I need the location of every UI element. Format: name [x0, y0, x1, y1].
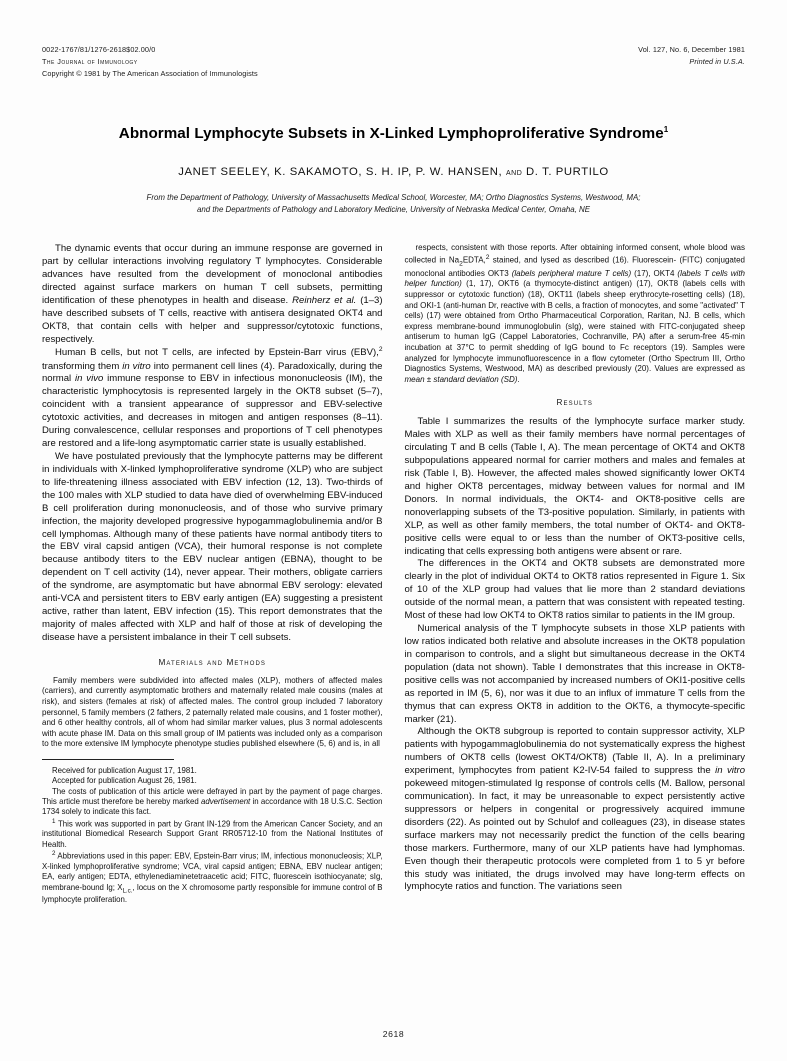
authors-conjunction: and	[506, 166, 523, 177]
methods-p2-sup: 2	[485, 253, 490, 261]
accepted-date: Accepted for publication August 26, 1981.	[52, 776, 197, 786]
results-paragraph-1: Table I summarizes the results of the lymphocyte surface marker study. Males with XLP as well as their family members have normal percentages of circulating T and B cells (Table I, A). The mean percentage of OKT4 and OKT8 subpopulations appeared normal for carrier mothers and males and females at risk (Table I, B). However, the affected males showed significantly lower OKT4 and higher OKT8 percentages, midway between values for normal and IM Donors. In normal individuals, the OKT4- and OKT8-positive cells are nonoverlapping subsets of the T3-positive population. Similarly, in patients with XLP, as well as other family members, the total number of OKT4- and OKT8-positive cells were equal to or less than the number of OKT3-positive cells, indicating that cells expressing both antigens were absent or rare.	[404, 416, 745, 557]
left-column	[42, 243, 383, 906]
body-columns	[42, 243, 745, 906]
article-title: Abnormal Lymphocyte Subsets in X-Linked Lymphoproliferative Syndrome	[118, 125, 664, 143]
methods-p2-f: .	[517, 374, 520, 384]
results-paragraph-3: Numerical analysis of the T lymphocyte subsets in those XLP patients with low ratios indicated both relative and absolute increases in the OKT8 population in comparison to controls, and a slight but simultaneous decrease in the OKT4 population (data not shown). Table I demonstrates that this increase in OKT8-positive cells was not accompanied by increased numbers of OKI1-positive cells as reported in IM (5, 6), nor was it due to an influx of immature T cells from the thymus that can express OKT8 in addition to the OKT6, a thymocyte-specific marker (21).	[404, 623, 745, 725]
journal-name: The Journal of Immunology	[42, 56, 138, 66]
costs-b: in accordance with 18 U.S.C. Section 1734 solely to indicate this fact.	[42, 796, 383, 817]
results-p4-a: Although the OKT8 subgroup is reported to contain suppressor activity, XLP patients with hypogammaglobulinemia do not systematically express the highest numbers of OKT8 cells (lowest OKT4/OKT8) (Table II, A). In a preliminary experiment, lymphocytes from patient K2-IV-54 failed to suppress the	[404, 726, 745, 777]
affiliation-line-1: From the Department of Pathology, University of Massachusetts Medical School, Worcester, MA; Ortho Diagnostics Systems, Westwood, MA;	[146, 192, 641, 202]
affiliation-line-2: and the Departments of Pathology and Laboratory Medicine, University of Nebraska Medical Center, Omaha, NE	[197, 205, 590, 215]
methods-p2-italic2: (labels T cells with helper function)	[404, 268, 745, 289]
copyright-line: Copyright © 1981 by The American Association of Immunologists	[42, 68, 258, 78]
intro-p2-c: into permanent cell lines (4). Paradoxically, during the normal	[42, 360, 383, 385]
methods-p2-italic1: (labels peripheral mature T cells)	[511, 268, 632, 278]
footnote-2	[42, 850, 383, 906]
results-p4-b: pokeweed mitogen-stimulated Ig response of controls cells (M. Ballow, personal communication). In fact, it may be unreasonable to expect persistently active suppressors or helpers in congenital or progressively acquired immune disorders (22). As pointed out by Schulof and colleagues (23), in disease states surface markers may not necessarily predict the function of the cells bearing those markers. Furthermore, many of our XLP patients have had lymphomas. Even though their therapeutic protocols were completed from 1 to 5 yr before this study was initiated, the drugs involved may have long-term effects on lymphocyte ratios and function. The variations seen	[404, 778, 745, 893]
intro-p2-d: immune response to EBV in infectious mononucleosis (IM), the characteristic lymphocytosis is represented largely in the OKT8 subset (5–7), coincident with a transient appearance of suppressor and EBV-selective cytotoxic activities, and decreases in mitogen and antigen responses (8–11). During convalescence, cellular responses and proportions of T cell phenotypes are restored and a life-long asymptomatic carrier state is usually established.	[42, 373, 383, 450]
footnote-2-a: Abbreviations used in this paper: EBV, Epstein-Barr virus; IM, infectious mononucleosis; XLP, X-linked lymphoproliferative syndrome; VCA, viral capsid antigen; EBNA, EBV nuclear antigen; EA, early antigen; EDTA, ethylenediaminetetraacetic acid; FITC, fluorescein isothiocyanate; sIg, membrane-bound Ig; X	[42, 851, 383, 892]
intro-p2-italic1: in vitro	[122, 360, 151, 372]
intro-paragraph-2	[42, 346, 383, 451]
results-p4-italic: in vitro	[715, 765, 745, 777]
section-heading-results: Results	[556, 398, 593, 408]
intro-p2-italic2: in vivo	[75, 373, 104, 385]
section-heading-materials-methods: Materials and Methods	[158, 657, 267, 667]
footnote-1-text: This work was supported in part by Grant IN-129 from the American Cancer Society, and an institutional Biomedical Research Support Grant RR05712-10 from the National Institutes of Health.	[42, 819, 383, 849]
volume-issue: Vol. 127, No. 6, December 1981	[638, 45, 745, 54]
title-footnote-marker: 1	[663, 125, 669, 135]
methods-p2-b: EDTA,	[462, 255, 486, 265]
publication-costs-note	[42, 787, 383, 818]
methods-p2-a: respects, consistent with those reports. After obtaining informed consent, whole blood was collected in Na	[404, 243, 745, 265]
intro-p1-italic: Reinherz et al.	[292, 294, 357, 306]
intro-p1-a: The dynamic events that occur during an immune response are governed in part by cellular interactions involving regulatory T lymphocytes. Considerable advances have resulted from the development of monoclonal antibodies directed against surface markers on human T cell subsets, permitting identification of these phenotypes in health and disease.	[42, 243, 383, 306]
page-number: 2618	[382, 1029, 405, 1039]
printed-in: Printed in U.S.A.	[689, 56, 745, 66]
costs-italic: advertisement	[200, 796, 251, 806]
page-title	[42, 125, 745, 142]
masthead-left	[42, 44, 258, 79]
intro-p2-b: transforming them	[42, 360, 123, 372]
intro-p1-b: (1–3) have described subsets of T cells, reactive with antisera designated OKT4 and OKT8, that contain cells with helper and suppressor/cytotoxic functions, respectively.	[42, 294, 383, 345]
methods-p2-d: (17), OKT4	[631, 268, 678, 278]
results-paragraph-4	[405, 726, 746, 894]
right-column	[405, 243, 746, 906]
authors-last: D. T. PURTILO	[522, 165, 609, 178]
intro-p2-sup: 2	[378, 346, 383, 354]
methods-p2-c: stained, and lysed as described (16). Fluorescein- (FITC) conjugated monoclonal antibodies OKT3	[404, 255, 745, 278]
received-date: Received for publication August 17, 1981.	[52, 766, 197, 775]
author-list	[42, 166, 745, 178]
results-paragraph-2: The differences in the OKT4 and OKT8 subsets are demonstrated more clearly in the plot of individual OKT4 to OKT8 ratios represented in Figure 1. Six of 10 of the XLP group had values that lie more than 2 standard deviations outside of the normal mean, a pattern that was consistent with repeated testing. Most of these had low OKT4 to OKT8 ratios similar to patients in the IM group.	[404, 558, 745, 622]
footnote-2-b: , locus on the X chromosome partly responsible for immune control of B lymphocyte proliferation.	[42, 882, 383, 905]
intro-paragraph-3: We have postulated previously that the lymphocyte patterns may be different in individuals with X-linked lymphoproliferative syndrome (XLP) who are subject to life-threatening illness associated with EBV infection (12, 13). Two-thirds of the 100 males with XLP studied to data have died of overwhelming EBV-induced B cell proliferation during mononucleosis, and of those who survive primary infection, the majority developed progressive hypogammaglobulinemia and/or B cell lymphomas. Although many of these patients have normal antibody titers to the EBV viral capsid antigen (VCA), their humoral response is not complete because antibody titers to the EBV nuclear antigen (EBNA), thought to be dependent on T cell activity (14), never appear. Their mothers, obligate carriers of the syndrome, are asymptomatic but have abnormal EBV serology: elevated anti-VCA and persistent titers to EBV early antigen (EA) suggesting a presistent active, rather than latent, EBV infection (15). This report demonstrates that the majority of males affected with XLP and half of those at risk of developing the disease have a persistent imbalance in their T cell subsets.	[42, 451, 383, 643]
masthead	[42, 44, 745, 79]
methods-paragraph-2	[405, 243, 746, 385]
affiliation	[42, 192, 745, 218]
costs-a: The costs of publication of this article were defrayed in part by the payment of page charges. This article must therefore be hereby marked	[42, 786, 383, 806]
footnote-2-marker: 2	[52, 850, 56, 858]
methods-p2-italic3: mean ± standard deviation (SD)	[404, 374, 518, 384]
footnote-divider	[42, 759, 174, 760]
footnote-2-sub: L.c.	[122, 887, 133, 895]
masthead-right	[638, 44, 745, 68]
footnote-1	[42, 818, 383, 851]
issn-line: 0022-1767/81/1276-2618$02.00/0	[42, 45, 156, 54]
methods-p2-e: (1, 17), OKT6 (a thymocyte-distinct antigen) (17), OKT8 (labels cells with suppressor or cytotoxic function) (18), OKT11 (labels sheep erythrocyte-rosetting cells) (18), and OKI-1 (anti-human Dr, reactive with B cells, a fraction of monocytes, and some "activated" T cells) (17) were obtained from Ortho Pharmaceutical Corporation, Raritan, NJ. B cells, which express membrane-bound immunoglobulin (sIg), were stained with FITC-conjugated sheep antiserum to human IgG (Cappel Laboratories, Cochranville, PA) after a serum-free 45-min incubation at 37°C to permit shedding of IgG bound to Fc receptors (19). Samples were analyzed for lymphocyte immunofluorescence in a flow cytometer (Ortho Spectrum III, Ortho Diagnostics Systems, Westwood, MA) as described previously (20). Values are expressed as	[404, 279, 745, 374]
footnote-1-marker: 1	[52, 817, 56, 825]
intro-paragraph-1	[42, 243, 383, 346]
authors-first: JANET SEELEY, K. SAKAMOTO, S. H. IP, P. W. HANSEN,	[178, 165, 507, 178]
methods-paragraph-1: Family members were subdivided into affected males (XLP), mothers of affected males (carriers), and currently asymptomatic brothers and maternally related male cousins (males at risk), and sisters (females at risk) of affected males. The control group included 7 laboratory personnel, 5 family members (2 fathers, 2 paternally related male cousins, and 1 foster mother), and 6 other healthy controls, all of whom had similar marker values, plus 3 normal adolescents with acute phase IM. Data on this small group of IM patients was included only as a comparison to the more extensive IM lymphocyte phenotype studies published elsewhere (5, 6) and is, in all	[42, 675, 383, 749]
intro-p2-a: Human B cells, but not T cells, are infected by Epstein-Barr virus (EBV),	[55, 347, 379, 359]
methods-p2-sub: 2	[459, 259, 463, 267]
